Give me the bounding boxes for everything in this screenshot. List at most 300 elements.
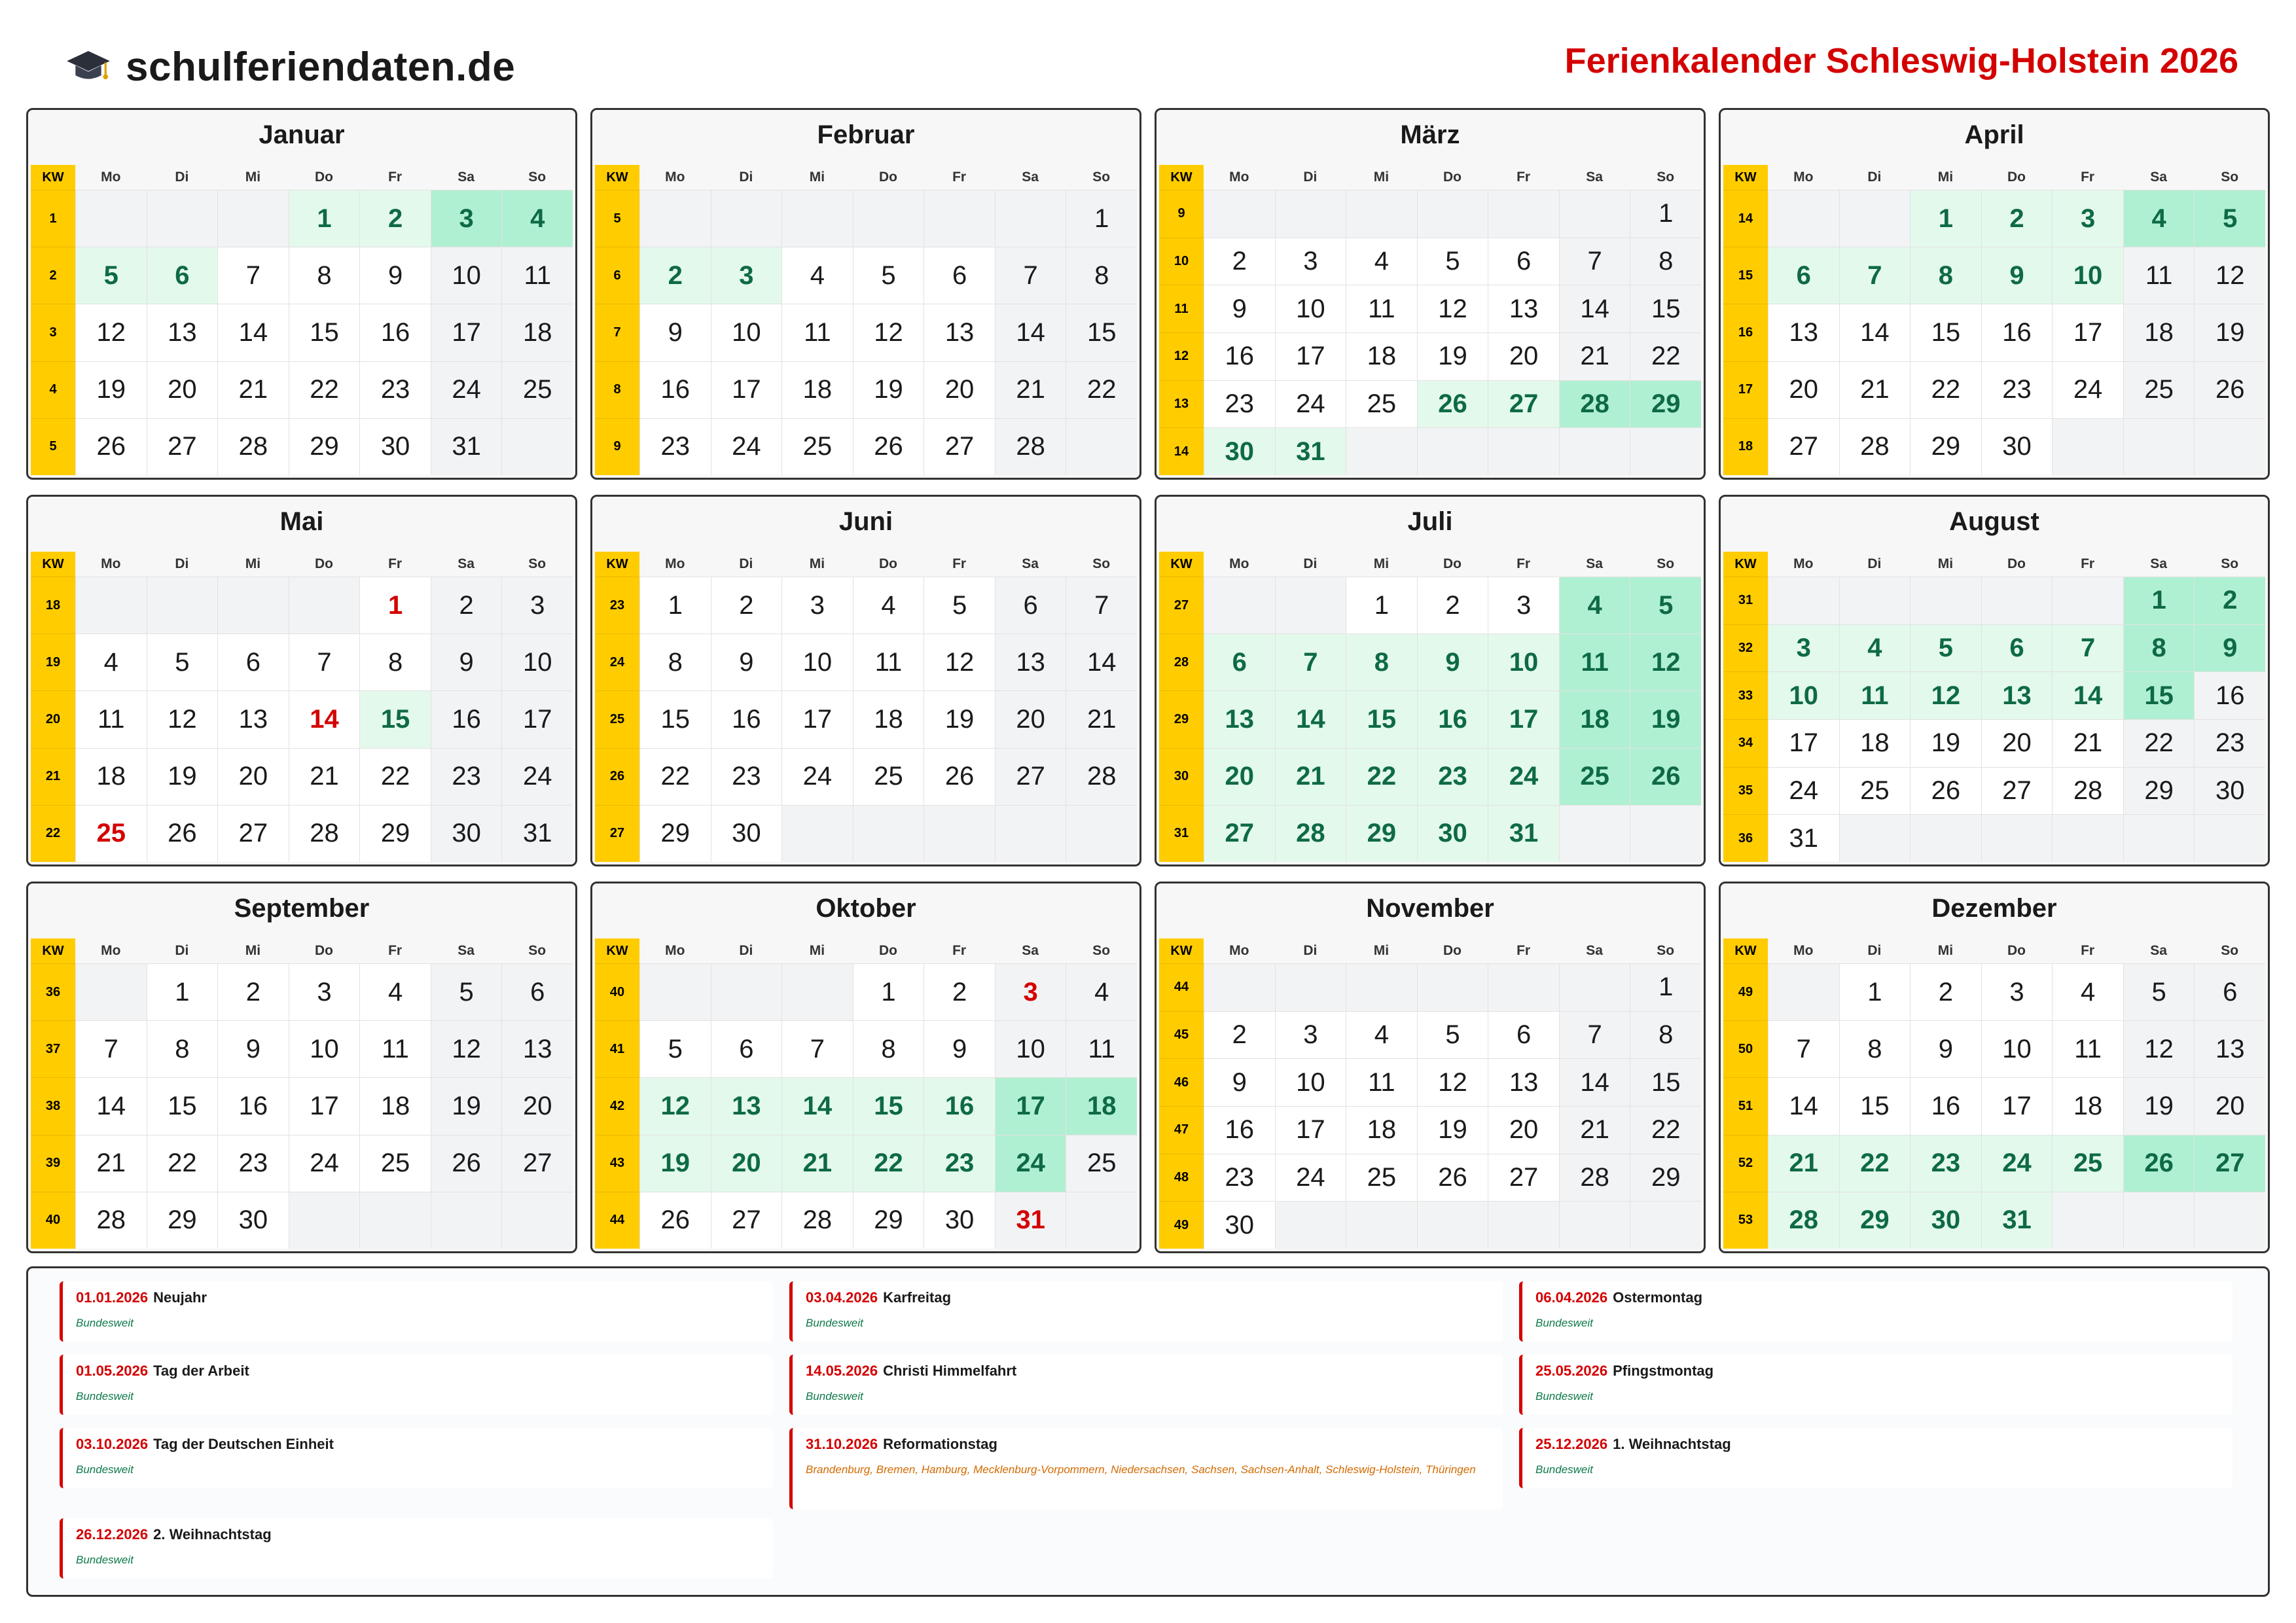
week-number: 16: [1723, 304, 1768, 361]
week-number: 21: [31, 748, 75, 805]
holiday-name: Tag der Arbeit: [153, 1363, 249, 1379]
vacation-day-cell: 27: [1488, 380, 1559, 428]
day-cell: 3: [1275, 238, 1346, 285]
weekday-label: Di: [1867, 169, 1882, 185]
week-number: 10: [1159, 238, 1204, 285]
vacation-day-cell: 21: [781, 1135, 853, 1192]
day-cell: 14: [217, 304, 289, 361]
holiday-heading: [1535, 1363, 2219, 1380]
day-cell: 22: [147, 1135, 218, 1192]
site-logo[interactable]: [65, 41, 515, 93]
week-number: 27: [1159, 577, 1204, 633]
day-cell: 13: [147, 304, 218, 361]
weekday-label: Di: [1303, 943, 1318, 958]
day-cell: 30: [711, 805, 782, 862]
kw-header: KW: [1159, 938, 1204, 963]
day-cell: 16: [217, 1077, 289, 1134]
week-rows: [1159, 577, 1701, 862]
weekday-label: Do: [878, 556, 897, 571]
holiday-region: Bundesweit: [1535, 1463, 1593, 1476]
day-cell: 25: [359, 1135, 431, 1192]
weekday-label: Fr: [2081, 169, 2095, 185]
week-number: 9: [1159, 190, 1204, 238]
empty-day-cell: [781, 805, 853, 862]
weekday-header: [1159, 165, 1701, 190]
weekday-label: So: [528, 556, 547, 571]
day-cell: 6: [217, 633, 289, 690]
day-cell: 10: [1275, 1058, 1346, 1106]
day-cell: 22: [639, 748, 711, 805]
empty-day-cell: [924, 190, 995, 247]
holiday-day-cell: 3: [2052, 190, 2123, 247]
day-cell: 19: [1910, 719, 1981, 767]
weekend-day-cell: 14: [995, 304, 1066, 361]
week-number: 5: [31, 418, 75, 475]
holiday-date: 03.10.2026: [76, 1436, 149, 1452]
day-cell: 10: [711, 304, 782, 361]
vacation-day-cell: 10: [1768, 671, 1839, 719]
weekday-label: Do: [1443, 943, 1462, 958]
week-number: 24: [595, 633, 639, 690]
week-number: 20: [31, 690, 75, 747]
weekday-label: Do: [878, 169, 897, 185]
weekend-day-cell: 11: [1066, 1020, 1137, 1077]
vacation-day-cell: 15: [2123, 671, 2195, 719]
weekday-label: Mo: [101, 169, 121, 185]
vacation-day-cell: 5: [1630, 577, 1701, 633]
vacation-day-cell: 24: [1981, 1135, 2053, 1192]
weekday-label: Fr: [388, 556, 403, 571]
holiday-day-cell: 6: [1768, 247, 1839, 304]
weekday-label: So: [528, 169, 547, 185]
week-number: 41: [595, 1020, 639, 1077]
empty-day-cell: [1346, 190, 1417, 238]
day-cell: 27: [1768, 418, 1839, 475]
day-cell: 2: [1910, 963, 1981, 1020]
day-cell: 7: [781, 1020, 853, 1077]
week-rows: [31, 190, 573, 475]
empty-day-cell: [1488, 190, 1559, 238]
day-cell: 5: [924, 577, 995, 633]
week-number: 51: [1723, 1077, 1768, 1134]
day-cell: 6: [711, 1020, 782, 1077]
month-name: November: [1366, 894, 1494, 923]
day-cell: 17: [711, 361, 782, 418]
vacation-day-cell: 29: [1630, 380, 1701, 428]
weekend-day-cell: 8: [1066, 247, 1137, 304]
empty-day-cell: [1346, 963, 1417, 1011]
empty-day-cell: [639, 190, 711, 247]
weekend-day-cell: 13: [995, 633, 1066, 690]
week-number: 47: [1159, 1106, 1204, 1154]
empty-day-cell: [501, 1192, 573, 1249]
vacation-day-cell: 31: [1981, 1192, 2053, 1249]
empty-day-cell: [1839, 577, 1910, 624]
week-rows: [1723, 577, 2265, 862]
day-cell: 22: [289, 361, 360, 418]
empty-day-cell: [1346, 427, 1417, 475]
weekday-label: Mi: [245, 556, 261, 571]
weekday-label: Mo: [1229, 943, 1249, 958]
day-cell: 26: [1910, 767, 1981, 815]
empty-day-cell: [1768, 963, 1839, 1020]
vacation-day-cell: 25: [1559, 748, 1630, 805]
day-cell: 8: [147, 1020, 218, 1077]
month-5: [26, 495, 577, 866]
vacation-day-cell: 4: [1559, 577, 1630, 633]
weekday-label: Mi: [809, 169, 825, 185]
weekday-header: [1159, 938, 1701, 963]
vacation-day-cell: 2: [639, 247, 711, 304]
day-cell: 30: [1204, 1201, 1275, 1249]
week-number: 29: [1159, 690, 1204, 747]
weekday-label: Fr: [952, 169, 967, 185]
vacation-day-cell: 12: [639, 1077, 711, 1134]
day-cell: 25: [1346, 380, 1417, 428]
site-name: schulferiendaten.de: [126, 44, 516, 90]
kw-header: KW: [1723, 938, 1768, 963]
holiday-day-cell: 14: [289, 690, 360, 747]
vacation-day-cell: 4: [2123, 190, 2195, 247]
weekday-label: Di: [175, 169, 189, 185]
holiday-heading: [1535, 1289, 2219, 1306]
day-cell: 25: [1839, 767, 1910, 815]
day-cell: 8: [289, 247, 360, 304]
day-cell: 2: [1417, 577, 1488, 633]
day-cell: 11: [359, 1020, 431, 1077]
vacation-day-cell: 9: [2194, 624, 2265, 672]
week-number: 2: [31, 247, 75, 304]
weekday-label: Mi: [809, 556, 825, 571]
day-cell: 16: [639, 361, 711, 418]
month-7: [1155, 495, 1706, 866]
week-number: 43: [595, 1135, 639, 1192]
week-rows: [595, 190, 1137, 475]
weekday-label: Mi: [1373, 943, 1390, 958]
weekday-label: Do: [314, 943, 333, 958]
empty-day-cell: [1204, 963, 1275, 1011]
week-number: 25: [595, 690, 639, 747]
holiday-name: 2. Weihnachtstag: [153, 1526, 272, 1543]
week-number: 44: [595, 1192, 639, 1249]
holiday-heading: [76, 1363, 760, 1380]
weekday-label: Mo: [665, 943, 685, 958]
weekend-day-cell: 2: [431, 577, 502, 633]
day-cell: 10: [289, 1020, 360, 1077]
holiday-day-cell: 26: [2123, 1135, 2195, 1192]
vacation-day-cell: 11: [1839, 671, 1910, 719]
weekend-day-cell: 18: [501, 304, 573, 361]
day-cell: 6: [1488, 238, 1559, 285]
day-cell: 24: [711, 418, 782, 475]
weekend-day-cell: 15: [1630, 1058, 1701, 1106]
day-cell: 26: [639, 1192, 711, 1249]
vacation-day-cell: 5: [75, 247, 147, 304]
week-number: 14: [1723, 190, 1768, 247]
kw-header: KW: [595, 552, 639, 577]
day-cell: 1: [147, 963, 218, 1020]
week-number: 49: [1723, 963, 1768, 1020]
day-cell: 17: [781, 690, 853, 747]
weekend-day-cell: 20: [2194, 1077, 2265, 1134]
day-cell: 23: [711, 748, 782, 805]
day-cell: 27: [924, 418, 995, 475]
day-cell: 21: [217, 361, 289, 418]
weekend-day-cell: 21: [1066, 690, 1137, 747]
day-cell: 18: [359, 1077, 431, 1134]
weekend-day-cell: 6: [501, 963, 573, 1020]
day-cell: 31: [1768, 814, 1839, 862]
week-number: 12: [1159, 332, 1204, 380]
day-cell: 2: [217, 963, 289, 1020]
empty-day-cell: [2052, 577, 2123, 624]
graduation-cap-icon: [65, 44, 111, 90]
day-cell: 4: [1346, 1011, 1417, 1059]
weekend-day-cell: 31: [501, 805, 573, 862]
vacation-day-cell: 24: [1488, 748, 1559, 805]
empty-day-cell: [1204, 190, 1275, 238]
week-number: 48: [1159, 1154, 1204, 1202]
weekday-label: Sa: [2150, 943, 2167, 958]
day-cell: 15: [289, 304, 360, 361]
weekday-label: Fr: [388, 169, 403, 185]
day-cell: 29: [147, 1192, 218, 1249]
weekday-label: Sa: [1586, 943, 1603, 958]
weekday-label: Sa: [1022, 556, 1039, 571]
vacation-day-cell: 9: [1981, 247, 2053, 304]
weekday-header: [1159, 552, 1701, 577]
weekday-label: So: [2221, 943, 2239, 958]
holiday-heading: [76, 1436, 760, 1453]
day-cell: 17: [1275, 1106, 1346, 1154]
weekday-label: So: [1657, 556, 1675, 571]
day-cell: 3: [781, 577, 853, 633]
week-number: 44: [1159, 963, 1204, 1011]
holiday-entry: [60, 1355, 773, 1415]
day-cell: 12: [75, 304, 147, 361]
day-cell: 17: [1981, 1077, 2053, 1134]
week-number: 27: [595, 805, 639, 862]
month-name: März: [1400, 120, 1460, 149]
day-cell: 28: [75, 1192, 147, 1249]
weekday-label: Do: [314, 556, 333, 571]
month-8: [1719, 495, 2270, 866]
day-cell: 16: [711, 690, 782, 747]
empty-day-cell: [1630, 427, 1701, 475]
week-number: 31: [1159, 805, 1204, 862]
vacation-day-cell: 22: [1839, 1135, 1910, 1192]
day-cell: 30: [359, 418, 431, 475]
holiday-entry: [1519, 1428, 2233, 1488]
day-cell: 4: [1346, 238, 1417, 285]
vacation-day-cell: 16: [924, 1077, 995, 1134]
week-number: 11: [1159, 285, 1204, 332]
day-cell: 27: [147, 418, 218, 475]
empty-day-cell: [75, 190, 147, 247]
weekend-day-cell: 30: [2194, 767, 2265, 815]
week-rows: [31, 577, 573, 862]
weekday-label: Do: [2007, 169, 2026, 185]
week-number: 40: [595, 963, 639, 1020]
vacation-day-cell: 28: [1275, 805, 1346, 862]
weekday-label: Mo: [1793, 556, 1814, 571]
day-cell: 18: [1346, 332, 1417, 380]
holiday-heading: [806, 1436, 1490, 1453]
day-cell: 16: [1204, 1106, 1275, 1154]
empty-day-cell: [639, 963, 711, 1020]
day-cell: 10: [1981, 1020, 2053, 1077]
week-number: 6: [595, 247, 639, 304]
day-cell: 24: [1768, 767, 1839, 815]
week-number: 17: [1723, 361, 1768, 418]
kw-header: KW: [31, 165, 75, 190]
day-cell: 26: [853, 418, 924, 475]
kw-header: KW: [1723, 165, 1768, 190]
day-cell: 11: [2052, 1020, 2123, 1077]
day-cell: 20: [1488, 1106, 1559, 1154]
day-cell: 5: [1417, 1011, 1488, 1059]
week-number: 30: [1159, 748, 1204, 805]
weekend-day-cell: 21: [995, 361, 1066, 418]
week-number: 53: [1723, 1192, 1768, 1249]
weekday-label: Sa: [457, 556, 475, 571]
weekend-day-cell: 6: [2194, 963, 2265, 1020]
weekday-header: [31, 938, 573, 963]
week-number: 49: [1159, 1201, 1204, 1249]
day-cell: 12: [853, 304, 924, 361]
empty-day-cell: [1559, 805, 1630, 862]
weekday-label: Do: [1443, 556, 1462, 571]
day-cell: 16: [359, 304, 431, 361]
weekday-label: Mi: [1937, 169, 1954, 185]
day-cell: 18: [1346, 1106, 1417, 1154]
vacation-day-cell: 3: [431, 190, 502, 247]
day-cell: 23: [359, 361, 431, 418]
vacation-day-cell: 15: [359, 690, 431, 747]
weekend-day-cell: 14: [1559, 1058, 1630, 1106]
empty-day-cell: [1630, 1201, 1701, 1249]
day-cell: 17: [1275, 332, 1346, 380]
week-number: 5: [595, 190, 639, 247]
weekday-label: So: [2221, 169, 2239, 185]
vacation-day-cell: 27: [1204, 805, 1275, 862]
empty-day-cell: [1839, 814, 1910, 862]
vacation-day-cell: 5: [1910, 624, 1981, 672]
header: [0, 0, 2296, 108]
day-cell: 18: [75, 748, 147, 805]
vacation-day-cell: 5: [2194, 190, 2265, 247]
day-cell: 22: [359, 748, 431, 805]
day-cell: 11: [853, 633, 924, 690]
vacation-day-cell: 30: [1204, 427, 1275, 475]
empty-day-cell: [1417, 427, 1488, 475]
weekday-label: Fr: [1516, 943, 1531, 958]
weekend-day-cell: 14: [1066, 633, 1137, 690]
day-cell: 2: [711, 577, 782, 633]
day-cell: 13: [1488, 285, 1559, 332]
week-number: 32: [1723, 624, 1768, 672]
day-cell: 20: [1768, 361, 1839, 418]
weekday-label: Mi: [809, 943, 825, 958]
vacation-day-cell: 2: [2194, 577, 2265, 624]
holiday-name: Karfreitag: [883, 1289, 952, 1306]
weekend-day-cell: 5: [431, 963, 502, 1020]
weekend-day-cell: 21: [1559, 332, 1630, 380]
day-cell: 19: [147, 748, 218, 805]
weekend-day-cell: 31: [431, 418, 502, 475]
week-number: 7: [595, 304, 639, 361]
weekend-day-cell: 1: [1066, 190, 1137, 247]
vacation-day-cell: 29: [1346, 805, 1417, 862]
day-cell: 16: [1204, 332, 1275, 380]
holiday-region: Bundesweit: [806, 1390, 863, 1402]
weekday-label: Fr: [1516, 556, 1531, 571]
day-cell: 7: [1768, 1020, 1839, 1077]
empty-day-cell: [1981, 577, 2053, 624]
empty-day-cell: [1768, 190, 1839, 247]
day-cell: 15: [1839, 1077, 1910, 1134]
day-cell: 7: [75, 1020, 147, 1077]
day-cell: 23: [1204, 380, 1275, 428]
day-cell: 27: [217, 805, 289, 862]
holiday-heading: [806, 1363, 1490, 1380]
week-number: 26: [595, 748, 639, 805]
weekday-label: Mi: [245, 943, 261, 958]
day-cell: 20: [1981, 719, 2053, 767]
vacation-day-cell: 2: [359, 190, 431, 247]
day-cell: 4: [75, 633, 147, 690]
weekend-day-cell: 19: [2194, 304, 2265, 361]
holiday-entry: [60, 1518, 773, 1578]
week-number: 14: [1159, 427, 1204, 475]
empty-day-cell: [217, 190, 289, 247]
weekend-day-cell: 19: [2123, 1077, 2195, 1134]
week-number: 23: [595, 577, 639, 633]
empty-day-cell: [1275, 577, 1346, 633]
day-cell: 19: [853, 361, 924, 418]
day-cell: 23: [1204, 1154, 1275, 1202]
weekday-label: Mi: [1937, 943, 1954, 958]
vacation-day-cell: 16: [1417, 690, 1488, 747]
vacation-day-cell: 22: [853, 1135, 924, 1192]
empty-day-cell: [1768, 577, 1839, 624]
vacation-day-cell: 14: [781, 1077, 853, 1134]
vacation-day-cell: 2: [1981, 190, 2053, 247]
vacation-day-cell: 30: [1910, 1192, 1981, 1249]
empty-day-cell: [1981, 814, 2053, 862]
weekday-label: Fr: [2081, 943, 2095, 958]
empty-day-cell: [501, 418, 573, 475]
week-number: 39: [31, 1135, 75, 1192]
day-cell: 24: [289, 1135, 360, 1192]
vacation-day-cell: 22: [1346, 748, 1417, 805]
weekend-day-cell: 25: [501, 361, 573, 418]
day-cell: 23: [639, 418, 711, 475]
empty-day-cell: [289, 1192, 360, 1249]
holiday-entry: [789, 1281, 1503, 1342]
week-number: 38: [31, 1077, 75, 1134]
vacation-day-cell: 15: [853, 1077, 924, 1134]
day-cell: 4: [781, 247, 853, 304]
vacation-day-cell: 8: [2123, 624, 2195, 672]
week-rows: [1159, 963, 1701, 1249]
empty-day-cell: [1559, 190, 1630, 238]
empty-day-cell: [289, 577, 360, 633]
day-cell: 10: [781, 633, 853, 690]
holiday-legend: [26, 1266, 2270, 1597]
day-cell: 29: [853, 1192, 924, 1249]
weekend-day-cell: 1: [1630, 963, 1701, 1011]
